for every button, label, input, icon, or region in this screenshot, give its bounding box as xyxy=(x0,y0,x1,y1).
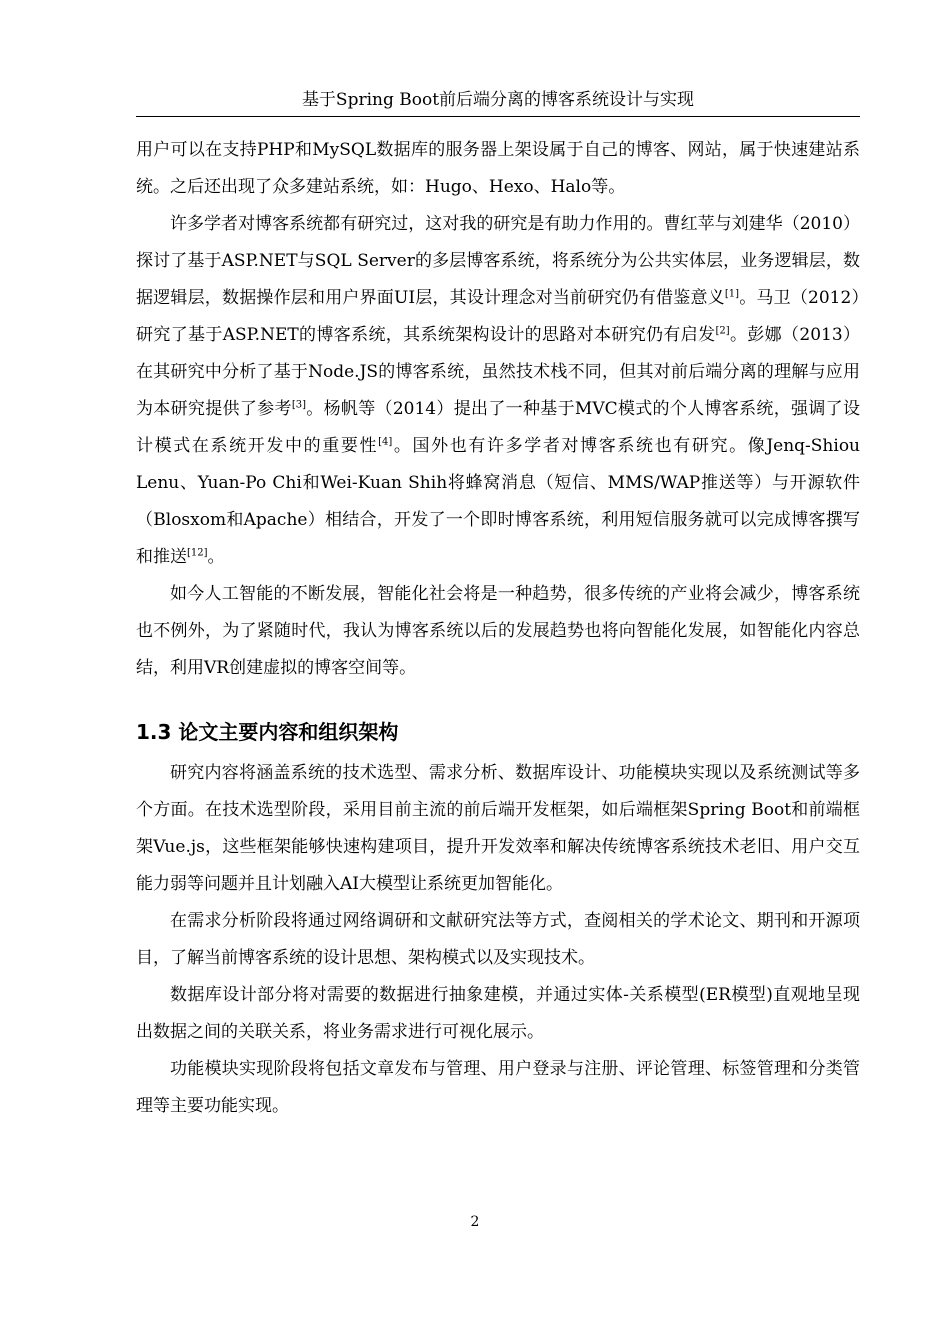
paragraph-modules: 功能模块实现阶段将包括文章发布与管理、用户登录与注册、评论管理、标签管理和分类管理等主要功能实现。 xyxy=(136,1059,860,1116)
page-body xyxy=(136,132,860,1125)
paragraph-intro: 用户可以在支持PHP和MySQL数据库的服务器上架设属于自己的博客、网站，属于快速建站系统。之后还出现了众多建站系统，如：Hugo、Hexo、Halo等。 xyxy=(136,140,860,197)
section-heading: 1.3 论文主要内容和组织架构 xyxy=(136,720,399,744)
paragraph-research-content: 研究内容将涵盖系统的技术选型、需求分析、数据库设计、功能模块实现以及系统测试等多个方面。在技术选型阶段，采用目前主流的前后端开发框架，如后端框架Spring Boot和前端框架Vue.js，这些框架能够快速构建项目，提升开发效率和解决传统博客系统技术老旧、用户交互能力弱等问题并且计划融入AI大模型让系统更加智能化。 xyxy=(136,763,860,894)
text-segment: 。马卫（2012）研究了基于ASP.NET的博客系统，其系统架构设计的思路对本研究仍有启发 xyxy=(136,288,860,345)
paragraph-trend: 如今人工智能的不断发展，智能化社会将是一种趋势，很多传统的产业将会减少，博客系统也不例外，为了紧随时代，我认为博客系统以后的发展趋势也将向智能化发展，如智能化内容总结，利用VR创建虚拟的博客空间等。 xyxy=(136,584,860,678)
paragraph-requirements: 在需求分析阶段将通过网络调研和文献研究法等方式，查阅相关的学术论文、期刊和开源项目，了解当前博客系统的设计思想、架构模式以及实现技术。 xyxy=(136,911,860,968)
text-segment: 。杨帆等（2014）提出了一种基于MVC模式的个人博客系统，强调了设计模式在系统开发中的重要性 xyxy=(136,399,860,456)
text-segment: 。国外也有许多学者对博客系统也有研究。像Jenq-Shiou Lenu、Yuan-Po Chi和Wei-Kuan Shih将蜂窝消息（短信、MMS/WAP推送等）与开源软件（Blosxom和Apache）相结合，开发了一个即时博客系统，利用短信服务就可以完成博客撰写和推送 xyxy=(136,436,860,567)
text-segment: 许多学者对博客系统都有研究过，这对我的研究是有助力作用的。曹红苹与刘建华（2010）探讨了基于ASP.NET与SQL Server的多层博客系统，将系统分为公共实体层，业务逻辑层，数据逻辑层，数据操作层和用户界面UI层，其设计理念对当前研究仍有借鉴意义 xyxy=(136,214,860,308)
citation-ref-1[interactable]: [1] xyxy=(724,288,740,300)
citation-ref-4[interactable]: [4] xyxy=(378,436,393,448)
citation-ref-2[interactable]: [2] xyxy=(715,325,730,337)
paragraph-literature-review xyxy=(136,206,860,576)
text-segment: 。彭娜（2013）在其研究中分析了基于Node.JS的博客系统，虽然技术栈不同，但其对前后端分离的理解与应用为本研究提供了参考 xyxy=(136,325,860,419)
running-header: 基于Spring Boot前后端分离的博客系统设计与实现 xyxy=(136,88,860,117)
paragraph-database: 数据库设计部分将对需要的数据进行抽象建模，并通过实体-关系模型(ER模型)直观地呈现出数据之间的关联关系，将业务需求进行可视化展示。 xyxy=(136,985,860,1042)
text-segment: 。 xyxy=(207,547,225,567)
citation-ref-12[interactable]: [12] xyxy=(187,547,208,559)
page-number: 2 xyxy=(470,1214,480,1230)
citation-ref-3[interactable]: [3] xyxy=(291,399,306,411)
